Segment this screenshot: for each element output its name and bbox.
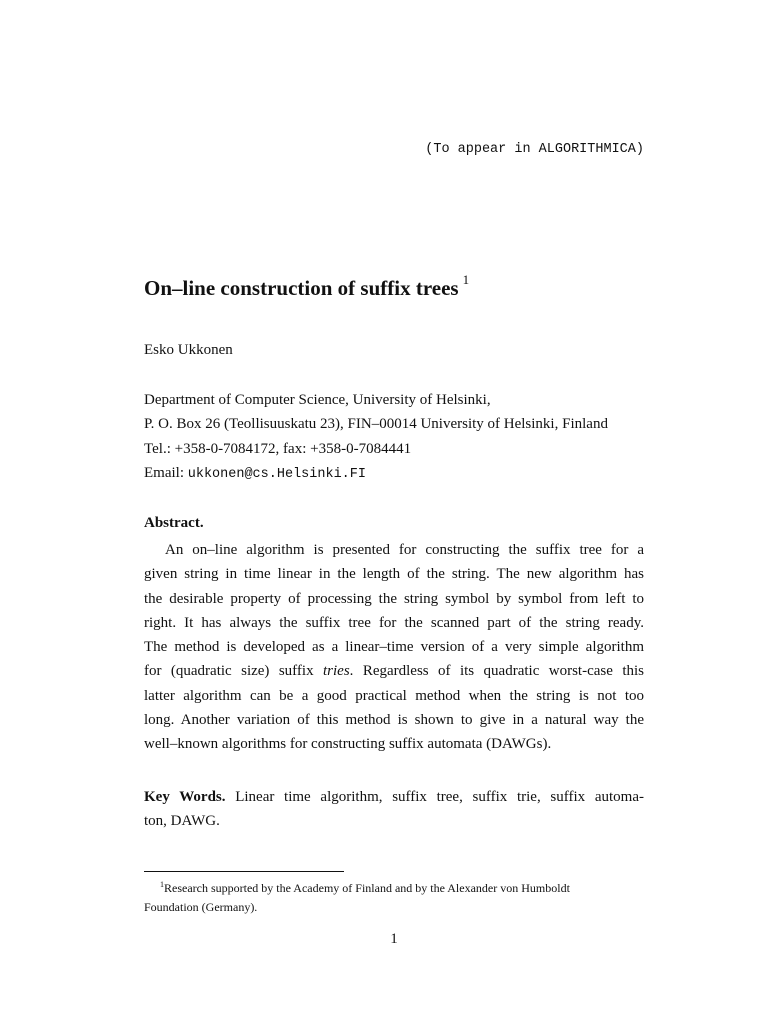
- author-name: Esko Ukkonen: [144, 342, 233, 358]
- footnote-mark: 1: [160, 880, 164, 889]
- abstract-text: for (quadratic size) suffix: [144, 663, 323, 680]
- abstract-line: given string in time linear in the length of the string. The new algorithm has: [144, 566, 644, 583]
- abstract-emphasis: tries: [322, 663, 350, 680]
- footnote-text: Research supported by the Academy of Finland and by the Alexander von Humboldt: [164, 881, 570, 895]
- affiliation-block: [144, 388, 644, 487]
- keywords-line: [144, 785, 644, 809]
- abstract-line: well–known algorithms for constructing suffix automata (DAWGs).: [144, 736, 552, 753]
- affiliation-line: Department of Computer Science, University of Helsinki,: [144, 392, 491, 408]
- keywords-line: ton, DAWG.: [144, 813, 220, 830]
- footnote-line: Foundation (Germany).: [144, 900, 258, 914]
- paper-title-text: On–line construction of suffix trees: [144, 276, 459, 300]
- email-address: ukkonen@cs.Helsinki.FI: [187, 466, 366, 482]
- contact-email-line: [144, 461, 644, 487]
- abstract-heading: Abstract.: [144, 515, 204, 531]
- footnote-rule: [144, 871, 344, 872]
- footnote-line: [144, 875, 644, 898]
- abstract-line: the desirable property of processing the string symbol by symbol from left to: [144, 590, 644, 607]
- abstract-line: The method is developed as a linear–time version of a very simple algorithm: [144, 639, 644, 656]
- keywords-block: [144, 785, 644, 834]
- abstract-line: right. It has always the suffix tree for the scanned part of the string ready.: [144, 614, 644, 631]
- abstract-line: long. Another variation of this method is shown to give in a natural way the: [144, 712, 644, 729]
- keywords-label: Key Words.: [144, 789, 226, 805]
- abstract-line: latter algorithm can be a good practical method when the string is not too: [144, 687, 644, 704]
- contact-phone-fax: Tel.: +358-0-7084172, fax: +358-0-7084441: [144, 440, 412, 457]
- keywords-text: Linear time algorithm, suffix tree, suffix trie, suffix automa-: [225, 789, 644, 805]
- abstract-body: [144, 538, 644, 757]
- publication-note: (To appear in ALGORITHMICA): [425, 142, 644, 157]
- email-label: Email:: [144, 464, 188, 481]
- abstract-text: . Regardless of its quadratic worst-case this: [349, 663, 644, 680]
- abstract-line: [144, 659, 644, 683]
- abstract-line: An on–line algorithm is presented for constructing the suffix tree for a: [165, 542, 644, 558]
- page-number: 1: [390, 931, 398, 947]
- title-footnote-mark: 1: [462, 272, 470, 287]
- paper-title: [144, 272, 470, 301]
- footnote: [144, 875, 644, 917]
- affiliation-line: P. O. Box 26 (Teollisuuskatu 23), FIN–00014 University of Helsinki, Finland: [144, 416, 608, 433]
